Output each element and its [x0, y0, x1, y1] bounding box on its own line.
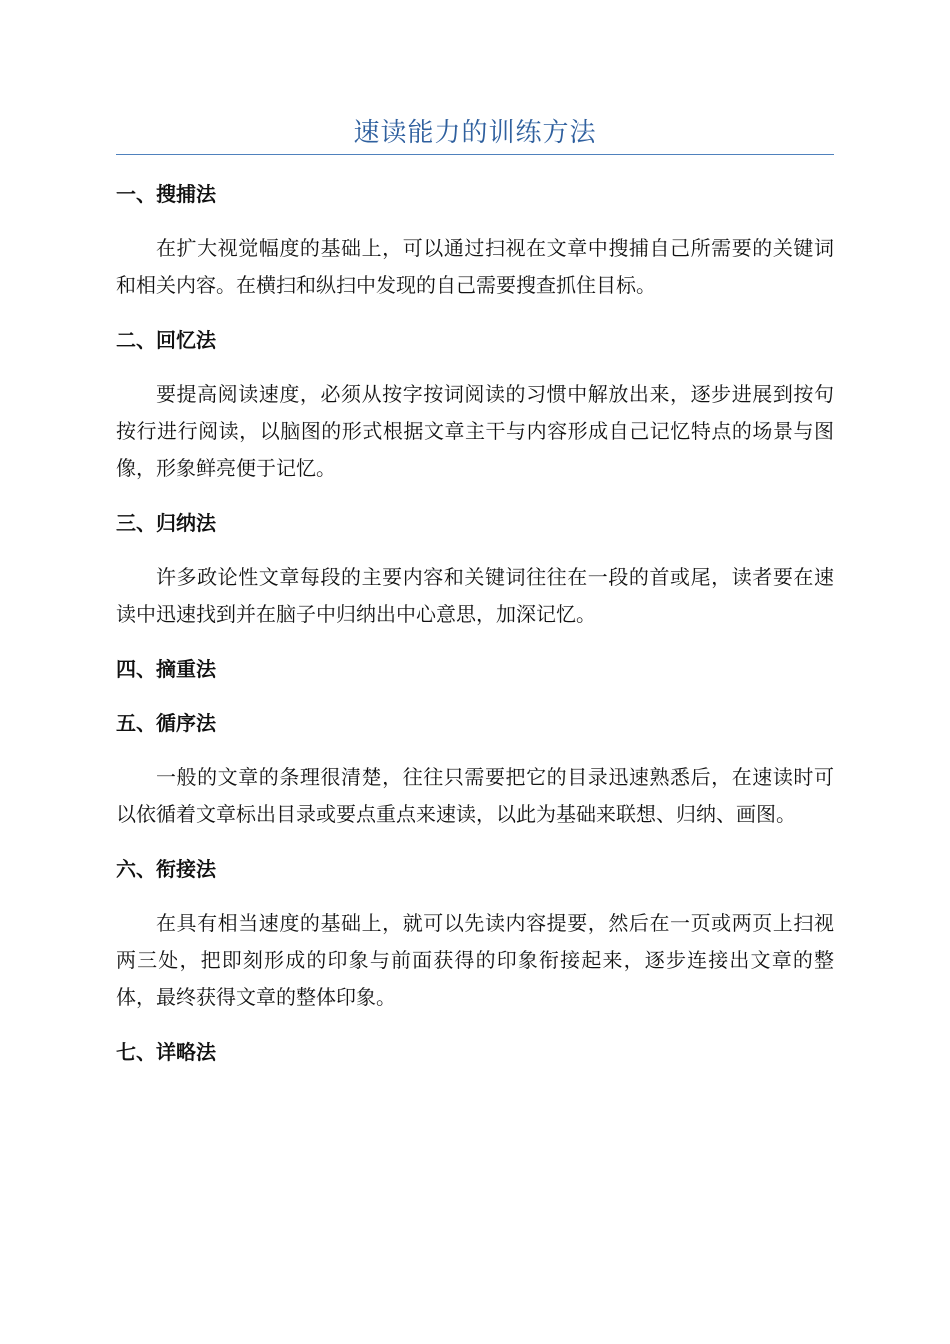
section-sou-bu	[116, 179, 834, 304]
section-heading: 五、循序法	[116, 711, 216, 735]
section-paragraph: 在扩大视觉幅度的基础上，可以通过扫视在文章中搜捕自己所需要的关键词和相关内容。在横扫和纵扫中发现的自己需要搜查抓住目标。	[116, 236, 834, 297]
section-paragraph: 一般的文章的条理很清楚，往往只需要把它的目录迅速熟悉后，在速读时可以依循着文章标出目录或要点重点来速读，以此为基础来联想、归纳、画图。	[116, 765, 834, 826]
section-hui-yi	[116, 325, 834, 487]
section-xun-xu	[116, 708, 834, 833]
section-gui-na	[116, 508, 834, 633]
section-xiang-lve	[116, 1037, 834, 1067]
section-paragraph: 要提高阅读速度，必须从按字按词阅读的习惯中解放出来，逐步进展到按句按行进行阅读，以脑图的形式根据文章主干与内容形成自己记忆特点的场景与图像，形象鲜亮便于记忆。	[116, 382, 834, 480]
document-page	[116, 112, 834, 1067]
section-heading: 三、归纳法	[116, 511, 216, 535]
section-heading: 一、搜捕法	[116, 182, 216, 206]
section-heading: 六、衔接法	[116, 857, 216, 881]
section-zhai-zhong	[116, 654, 834, 684]
section-xian-jie	[116, 854, 834, 1016]
title-underline	[116, 154, 834, 155]
section-paragraph: 在具有相当速度的基础上，就可以先读内容提要，然后在一页或两页上扫视两三处，把即刻形成的印象与前面获得的印象衔接起来，逐步连接出文章的整体，最终获得文章的整体印象。	[116, 911, 834, 1009]
section-heading: 二、回忆法	[116, 328, 216, 352]
section-paragraph: 许多政论性文章每段的主要内容和关键词往往在一段的首或尾，读者要在速读中迅速找到并在脑子中归纳出中心意思，加深记忆。	[116, 565, 834, 626]
section-heading: 四、摘重法	[116, 657, 216, 681]
section-heading: 七、详略法	[116, 1040, 216, 1064]
document-title: 速读能力的训练方法	[353, 118, 597, 148]
